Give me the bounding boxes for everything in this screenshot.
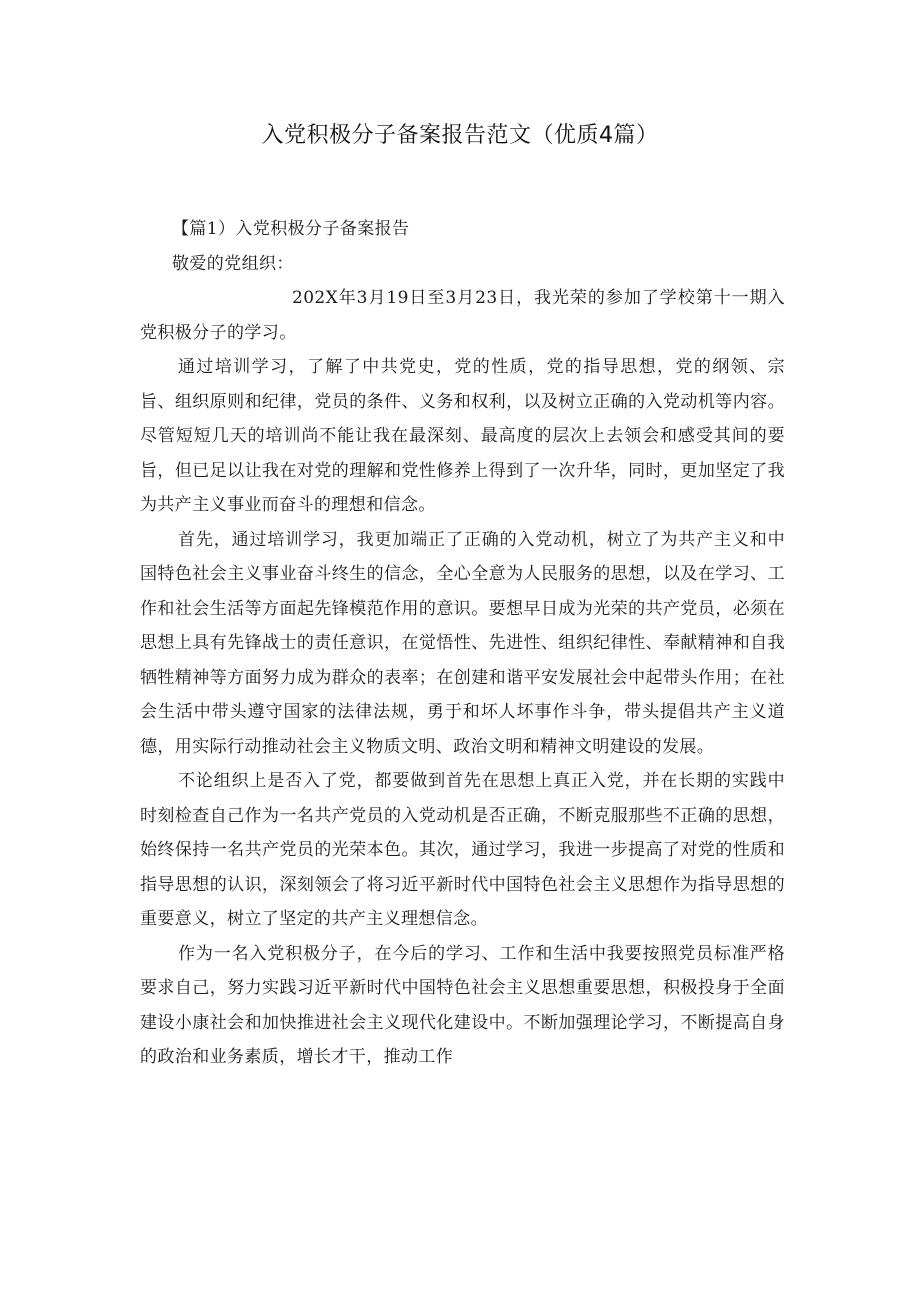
paragraph-2: 通过培训学习，了解了中共党史，党的性质，党的指导思想，党的纲领、宗旨、组织原则和纪律，党员的条件、义务和权利，以及树立正确的入党动机等内容。尽管短短几天的培训尚不能让我在最深刻、最高度的层次上去领会和感受其间的要旨，但已足以让我在对党的理解和党性修养上得到了一次升华，同时，更加坚定了我为共产主义事业而奋斗的理想和信念。 (140, 357, 785, 515)
section-heading: 【篇1）入党积极分子备案报告 (172, 219, 410, 239)
document-body (140, 212, 785, 1075)
document-title: 入党积极分子备案报告范文（优质4篇） (261, 123, 659, 148)
paragraph-1: 202X年3月19日至3月23日，我光荣的参加了学校第十一期入党积极分子的学习。 (140, 288, 785, 343)
paragraph-4: 不论组织上是否入了党，都要做到首先在思想上真正入党，并在长期的实践中时刻检查自己作为一名共产党员的入党动机是否正确，不断克服那些不正确的思想，始终保持一名共产党员的光荣本色。其次，通过学习，我进一步提高了对党的性质和指导思想的认识，深刻领会了将习近平新时代中国特色社会主义思想作为指导思想的重要意义，树立了坚定的共产主义理想信念。 (140, 771, 785, 929)
salutation: 敬爱的党组织： (172, 253, 294, 274)
paragraph-5: 作为一名入党积极分子，在今后的学习、工作和生活中我要按照党员标准严格要求自己，努力实践习近平新时代中国特色社会主义思想重要思想，积极投身于全面建设小康社会和加快推进社会主义现代化建设中。不断加强理论学习，不断提高自身的政治和业务素质，增长才干，推动工作 (140, 943, 785, 1067)
paragraph-3: 首先，通过培训学习，我更加端正了正确的入党动机，树立了为共产主义和中国特色社会主义事业奋斗终生的信念，全心全意为人民服务的思想，以及在学习、工作和社会生活等方面起先锋模范作用的意识。要想早日成为光荣的共产党员，必须在思想上具有先锋战士的责任意识，在觉悟性、先进性、组织纪律性、奉献精神和自我牺牲精神等方面努力成为群众的表率；在创建和谐平安发展社会中起带头作用；在社会生活中带头遵守国家的法律法规，勇于和坏人坏事作斗争，带头提倡共产主义道德，用实际行动推动社会主义物质文明、政治文明和精神文明建设的发展。 (140, 529, 785, 757)
